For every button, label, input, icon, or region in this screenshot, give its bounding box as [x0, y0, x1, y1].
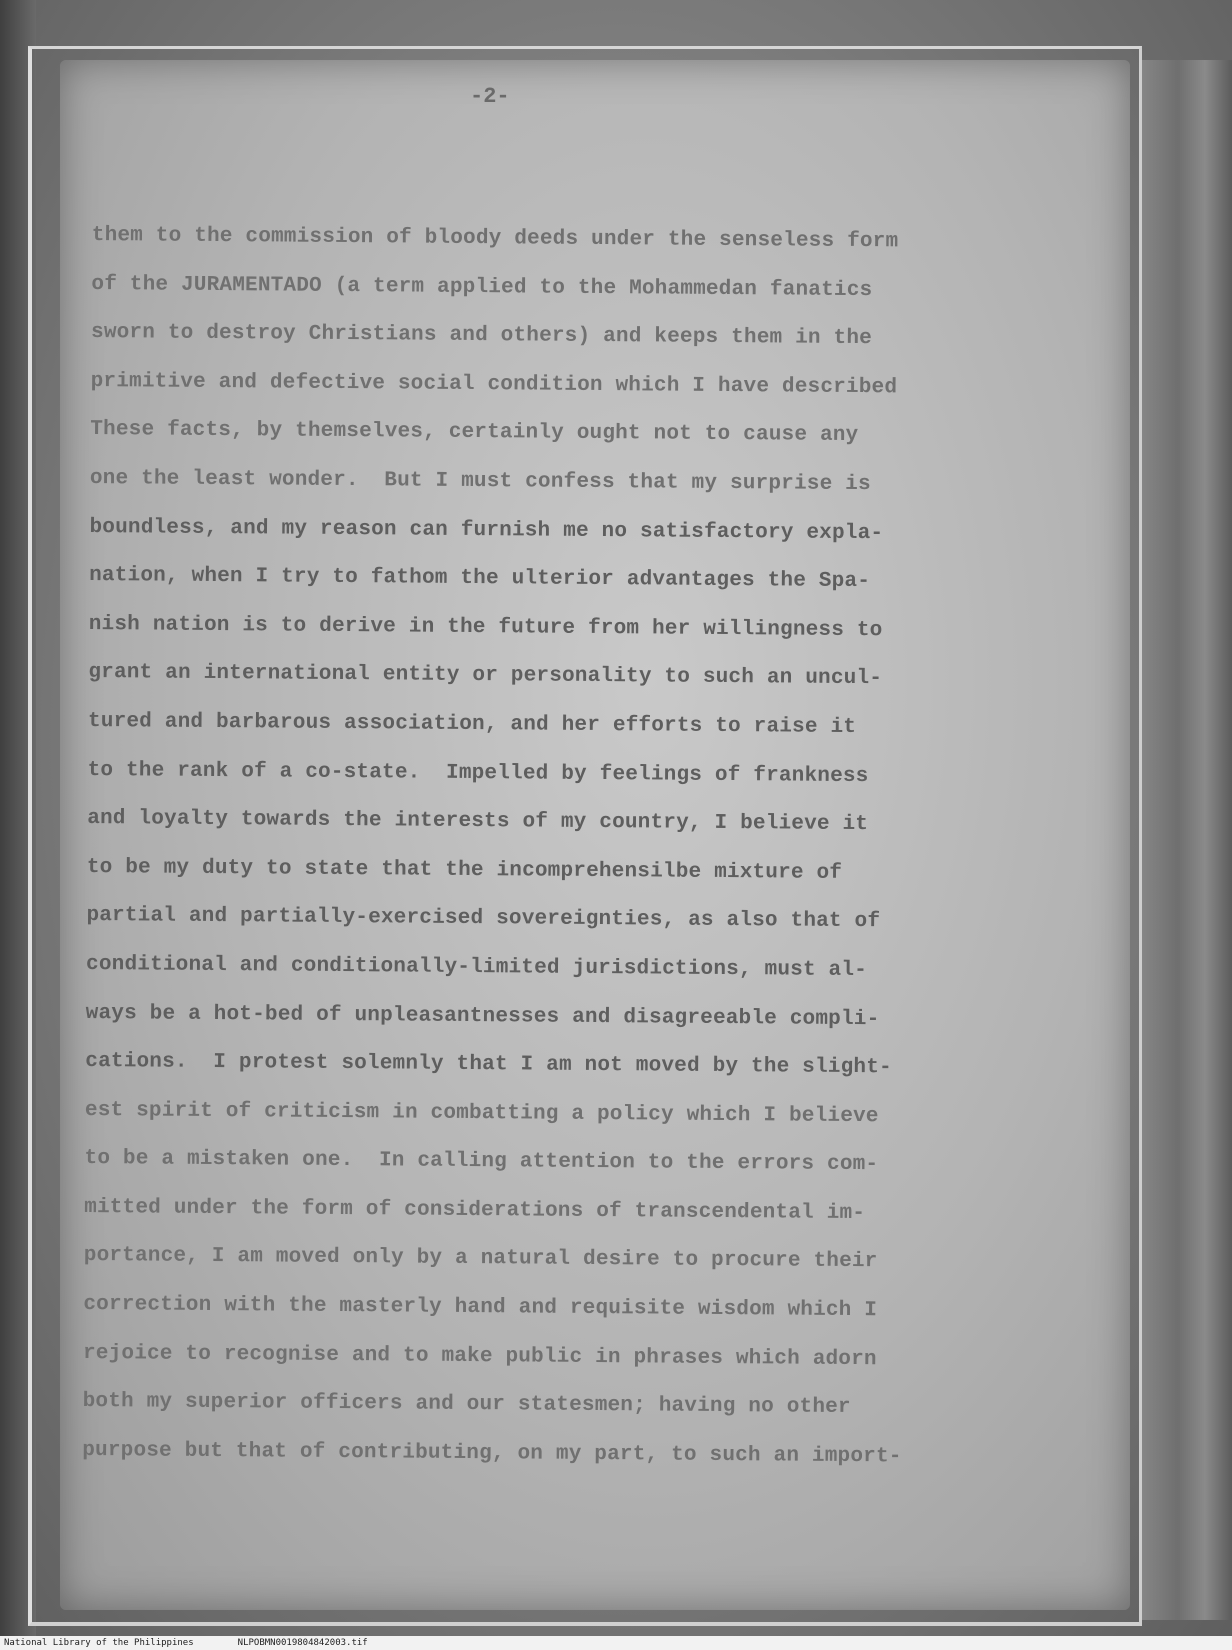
text-line: correction with the masterly hand and requisite wisdom which I	[83, 1293, 878, 1323]
text-line: purpose but that of contributing, on my part, to such an import-	[82, 1438, 902, 1469]
text-line: ways be a hot-bed of unpleasantnesses and disagreeable compli-	[85, 1001, 880, 1031]
text-line: grant an international entity or personality to such an uncul-	[88, 661, 883, 691]
text-line: one the least wonder. But I must confess that my surprise is	[89, 466, 871, 497]
text-line: to the rank of a co-state. Impelled by feelings of frankness	[87, 758, 869, 788]
text-line: to be my duty to state that the incomprehensilbe mixture of	[86, 855, 843, 885]
footer-library: National Library of the Philippines	[4, 1638, 194, 1648]
text-line: of the JURAMENTADO (a term applied to the Mohammedan fanatics	[91, 272, 873, 302]
text-line: conditional and conditionally-limited jurisdictions, must al-	[86, 952, 868, 983]
text-line: primitive and defective social condition which I have described	[90, 369, 898, 400]
text-line: both my superior officers and our statesmen; having no other	[82, 1390, 851, 1420]
text-line: to be a mistaken one. In calling attention to the errors com-	[84, 1147, 879, 1177]
text-line: tured and barbarous association, and her efforts to raise it	[87, 709, 857, 739]
text-line: partial and partially-exercised sovereignties, as also that of	[86, 904, 881, 934]
archive-footer	[0, 1636, 1232, 1650]
text-line: nish nation is to derive in the future from her willingness to	[88, 612, 883, 642]
footer-file-id: NLPOBMN0019804842003.tif	[237, 1638, 368, 1648]
text-line: nation, when I try to fathom the ulterior advantages the Spa-	[89, 564, 871, 594]
text-line: mitted under the form of considerations of transcendental im-	[84, 1195, 866, 1225]
text-line: portance, I am moved only by a natural desire to procure their	[83, 1244, 878, 1274]
page-marker: -2-	[470, 84, 510, 109]
text-line: boundless, and my reason can furnish me no satisfactory expla-	[89, 515, 884, 545]
text-line: sworn to destroy Christians and others) and keeps them in the	[90, 321, 873, 351]
text-line: rejoice to recognise and to make public in phrases which adorn	[82, 1341, 877, 1371]
text-line: and loyalty towards the interests of my country, I believe it	[87, 807, 869, 837]
text-line: These facts, by themselves, certainly ought not to cause any	[90, 418, 859, 448]
text-line: them to the commission of bloody deeds under the senseless form	[91, 223, 899, 254]
text-line: cations. I protest solemnly that I am not moved by the slight-	[85, 1050, 892, 1080]
typewritten-body	[82, 212, 1092, 1483]
right-page-edges	[1142, 60, 1232, 1620]
text-line: est spirit of criticism in combatting a policy which I believe	[84, 1098, 879, 1128]
